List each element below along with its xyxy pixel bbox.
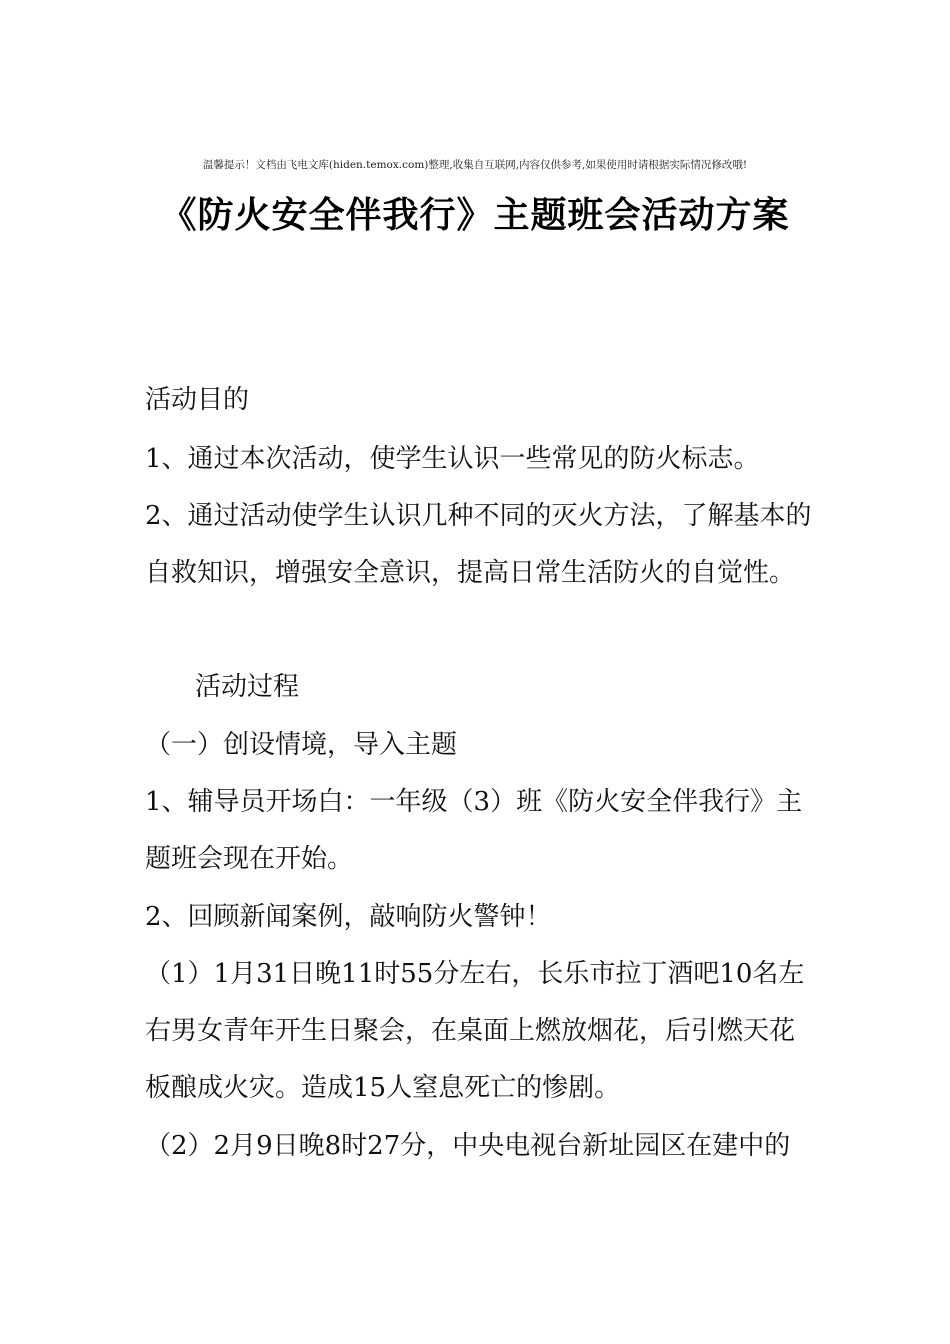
document-title: 《防火安全伴我行》主题班会活动方案 (160, 195, 790, 236)
paragraph-line: （2）2月9日晚8时27分，中央电视台新址园区在建中的 (145, 1131, 791, 1161)
paragraph-line: 2、通过活动使学生认识几种不同的灭火方法，了解基本的 (145, 501, 812, 531)
download-notice: 温馨提示！文档由飞电文库(hiden.temox.com)整理,收集自互联网,内容仅供参考,如果使用时请根据实际情况修改哦! (202, 159, 748, 171)
paragraph-line: 2、回顾新闻案例，敲响防火警钟！ (145, 902, 552, 932)
paragraph-line: 右男女青年开生日聚会，在桌面上燃放烟花，后引燃天花 (145, 1016, 796, 1046)
paragraph-line: 自救知识，增强安全意识，提高日常生活防火的自觉性。 (145, 558, 796, 588)
paragraph-line: 1、辅导员开场白：一年级（3）班《防火安全伴我行》主 (145, 787, 803, 817)
subsection-heading: （一）创设情境，导入主题 (145, 730, 458, 760)
paragraph-line: （1）1月31日晚11时55分左右，长乐市拉丁酒吧10名左 (145, 959, 805, 989)
paragraph-line: 板酿成火灾。造成15人窒息死亡的惨剧。 (145, 1073, 621, 1103)
paragraph-line: 题班会现在开始。 (145, 844, 354, 874)
section-heading-purpose: 活动目的 (145, 385, 250, 415)
section-heading-process: 活动过程 (195, 672, 300, 702)
paragraph-line: 1、通过本次活动，使学生认识一些常见的防火标志。 (145, 444, 760, 474)
